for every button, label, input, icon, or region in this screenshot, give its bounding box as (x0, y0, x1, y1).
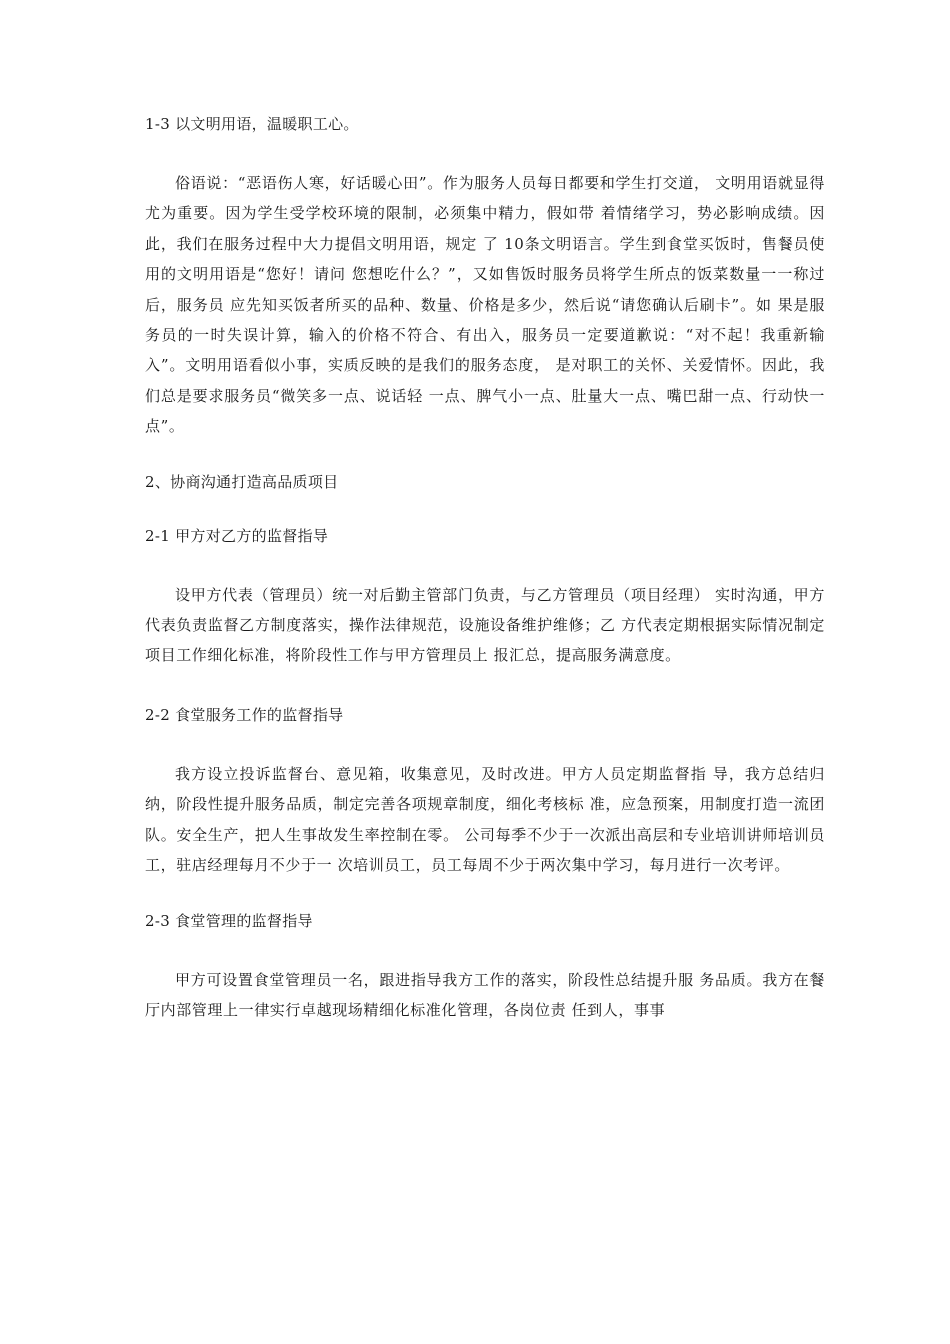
section-heading-2-2: 2-2 食堂服务工作的监督指导 (145, 705, 344, 724)
document-body (145, 110, 825, 1025)
section-heading-2-3: 2-3 食堂管理的监督指导 (145, 911, 313, 930)
section-heading-2-1: 2-1 甲方对乙方的监督指导 (145, 526, 329, 545)
section-heading-1-3: 1-3 以文明用语，温暖职工心。 (145, 115, 359, 133)
paragraph-1-3: 俗语说：“恶语伤人寒，好话暖心田”。作为服务人员每日都要和学生打交道， 文明用语就显得尤为重要。因为学生受学校环境的限制，必须集中精力，假如带 着情绪学习，势必影响成绩。因此，我们在服务过程中大力提倡文明用语，规定 了 10条文明语言。学生到食堂买饭时，售餐员使用的文明用语是“您好！请问 您想吃什么？”，又如售饭时服务员将学生所点的饭菜数量一一称过后，服务员 应先知买饭者所买的品种、数量、价格是多少，然后说“请您确认后刷卡”。如 果是服务员的一时失误计算，输入的价格不符合、有出入，服务员一定要道歉说：“对不起！我重新输入”。文明用语看似小事，实质反映的是我们的服务态度， 是对职工的关怀、关爱情怀。因此，我们总是要求服务员“微笑多一点、说话轻 一点、脾气小一点、肚量大一点、嘴巴甜一点、行动快一点”。 (145, 174, 825, 436)
section-heading-2: 2、协商沟通打造高品质项目 (145, 472, 339, 491)
paragraph-2-2: 我方设立投诉监督台、意见箱，收集意见，及时改进。甲方人员定期监督指 导，我方总结归纳，阶段性提升服务品质，制定完善各项规章制度，细化考核标 准，应急预案，用制度打造一流团队。安全生产，把人生事故发生率控制在零。 公司每季不少于一次派出高层和专业培训讲师培训员工，驻店经理每月不少于一 次培训员工，员工每周不少于两次集中学习，每月进行一次考评。 (145, 764, 825, 875)
paragraph-2-1: 设甲方代表（管理员）统一对后勤主管部门负责，与乙方管理员（项目经理） 实时沟通，甲方代表负责监督乙方制度落实，操作法律规范，设施设备维护维修；乙 方代表定期根据实际情况制定项目工作细化标准，将阶段性工作与甲方管理员上 报汇总，提高服务满意度。 (145, 585, 825, 665)
paragraph-2-3: 甲方可设置食堂管理员一名，跟进指导我方工作的落实，阶段性总结提升服 务品质。我方在餐厅内部管理上一律实行卓越现场精细化标准化管理，各岗位责 任到人，事事 (145, 970, 825, 1019)
